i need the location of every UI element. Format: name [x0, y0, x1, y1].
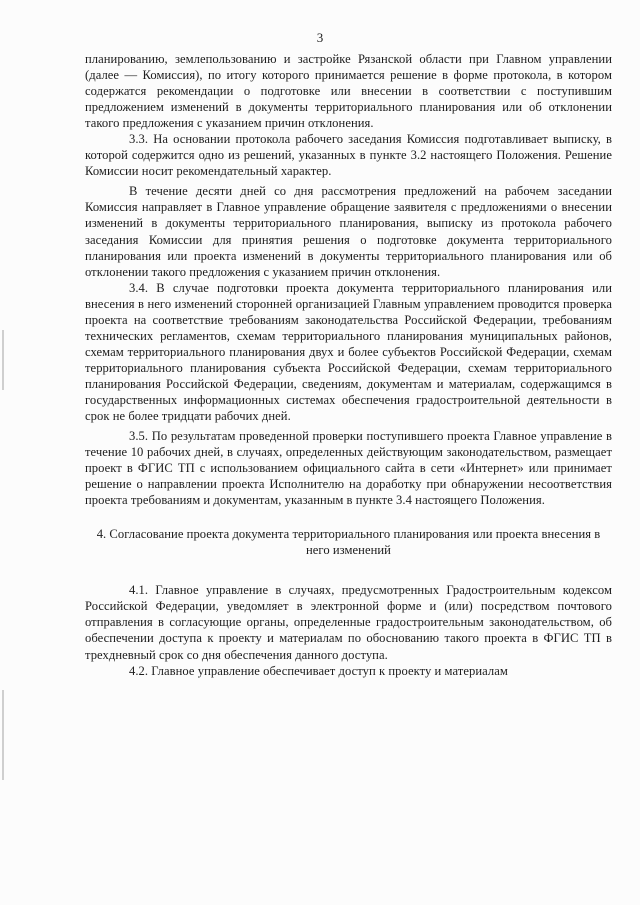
- paragraph-3-3-continued: В течение десяти дней со дня рассмотрения предложений на рабочем заседании Комиссия направляет в Главное управление обращение заявителя с предложениями о внесении изменений в документы территориального планирования, выписку из протокола рабочего заседания Комиссии для принятия решения о подготовке документа территориального планирования или проекта изменений в документы территориального планирования или об отклонении такого предложения с указанием причин отклонения.: [85, 184, 612, 279]
- paragraph-continuation: планированию, землепользованию и застройке Рязанской области при Главном управлении (далее — Комиссия), по итогу которого принимается решение в форме протокола, в котором содержатся рекомендации о подготовке или внесении в соответствии с поступившим предложением изменений в документы территориального планирования или об отклонении такого предложения с указанием причин отклонения.: [85, 52, 612, 131]
- page-number: 3: [316, 30, 324, 45]
- paragraph-4-1: 4.1. Главное управление в случаях, предусмотренных Градостроительным кодексом Российской Федерации, уведомляет в электронной форме и (или) посредством почтового отправления в согласующие органы, определенные градостроительным законодательством, об обеспечении доступа к проекту и материалам по обоснованию такого проекта в ФГИС ТП в трехдневный срок со дня обеспечения данного доступа.: [85, 583, 612, 662]
- paragraph-3-3: 3.3. На основании протокола рабочего заседания Комиссия подготавливает выписку, в которой содержится одно из решений, указанных в пункте 3.2 настоящего Положения. Решение Комиссии носит рекомендательный характер.: [85, 132, 612, 179]
- paragraph-3-5: 3.5. По результатам проведенной проверки поступившего проекта Главное управление в течение 10 рабочих дней, в случаях, определенных действующим законодательством, размещает проект в ФГИС ТП с использованием официального сайта в сети «Интернет» или принимает решение о направлении проекта Исполнителю на доработку при обнаружении несоответствия проекта требованиям и документам, указанным в пункте 3.4 настоящего Положения.: [85, 429, 612, 508]
- scan-edge-mark: [2, 330, 4, 390]
- document-body: [85, 51, 612, 679]
- paragraph-3-4: 3.4. В случае подготовки проекта документа территориального планирования или внесения в него изменений сторонней организацией Главным управлением проводится проверка проекта на соответствие требованиям законодательства Российской Федерации, требованиям технических регламентов, схемам территориального планирования муниципальных районов, схемам территориального планирования двух и более субъектов Российской Федерации, схемам территориального планирования субъекта Российской Федерации, схемам территориального планирования Российской Федерации, сведениям, документам и материалам, содержащимся в государственных информационных системах обеспечения градостроительной деятельности в срок не более тридцати рабочих дней.: [85, 280, 612, 424]
- section-heading: 4. Согласование проекта документа территориального планирования или проекта внесения в него изменений: [96, 527, 601, 558]
- scan-edge-mark: [2, 690, 4, 780]
- paragraph-4-2: 4.2. Главное управление обеспечивает доступ к проекту и материалам: [129, 663, 508, 678]
